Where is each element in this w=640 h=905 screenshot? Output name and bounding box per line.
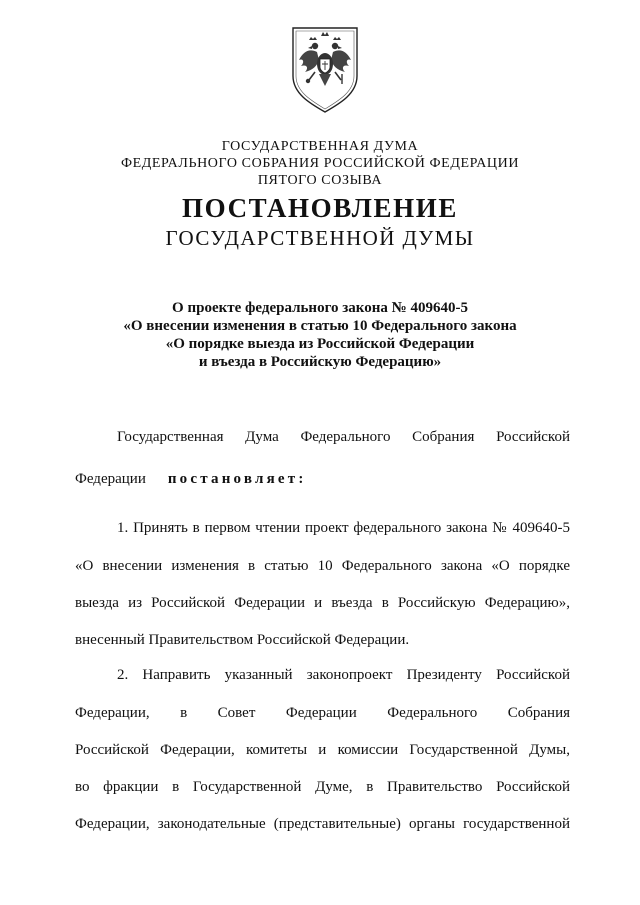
- item-2-line-1: 2. Направить указанный законопроект Президенту Российской: [117, 667, 570, 683]
- document-subtitle: ГОСУДАРСТВЕННОЙ ДУМЫ: [165, 226, 475, 250]
- item-2-line-2: Федерации, в Совет Федерации Федерального Собрания: [75, 705, 570, 721]
- header-line-3: ПЯТОГО СОЗЫВА: [257, 173, 383, 188]
- header-line-1: ГОСУДАРСТВЕННАЯ ДУМА: [221, 139, 419, 154]
- preamble-line-1: Государственная Дума Федерального Собрания Российской: [117, 429, 570, 445]
- preamble-line-2: [75, 469, 570, 489]
- item-1-line-2: «О внесении изменения в статью 10 Федерального закона «О порядке: [75, 558, 570, 574]
- item-2-line-5: Федерации, законодательные (представительные) органы государственной: [75, 816, 570, 832]
- bill-title-line-2: «О внесении изменения в статью 10 Федерального закона: [123, 318, 517, 334]
- bill-title-line-4: и въезда в Российскую Федерацию»: [198, 354, 442, 370]
- document-title: ПОСТАНОВЛЕНИЕ: [182, 193, 458, 223]
- item-1-line-1: 1. Принять в первом чтении проект федерального закона № 409640-5: [117, 520, 570, 536]
- item-2-line-3: Российской Федерации, комитеты и комиссии Государственной Думы,: [75, 742, 570, 758]
- item-1-line-4: внесенный Правительством Российской Федерации.: [75, 632, 410, 648]
- header-line-2: ФЕДЕРАЛЬНОГО СОБРАНИЯ РОССИЙСКОЙ ФЕДЕРАЦИИ: [120, 156, 520, 171]
- bill-title-line-3: «О порядке выезда из Российской Федерации: [165, 336, 475, 352]
- item-1-line-3: выезда из Российской Федерации и въезда в Российскую Федерацию»,: [75, 595, 570, 611]
- decree-word: постановляет:: [167, 471, 307, 487]
- bill-title-line-1: О проекте федерального закона № 409640-5: [172, 300, 468, 316]
- state-emblem-icon: [287, 24, 363, 114]
- preamble-federation-word: Федерации: [75, 471, 146, 487]
- item-2-line-4: во фракции в Государственной Думе, в Правительство Российской: [75, 779, 570, 795]
